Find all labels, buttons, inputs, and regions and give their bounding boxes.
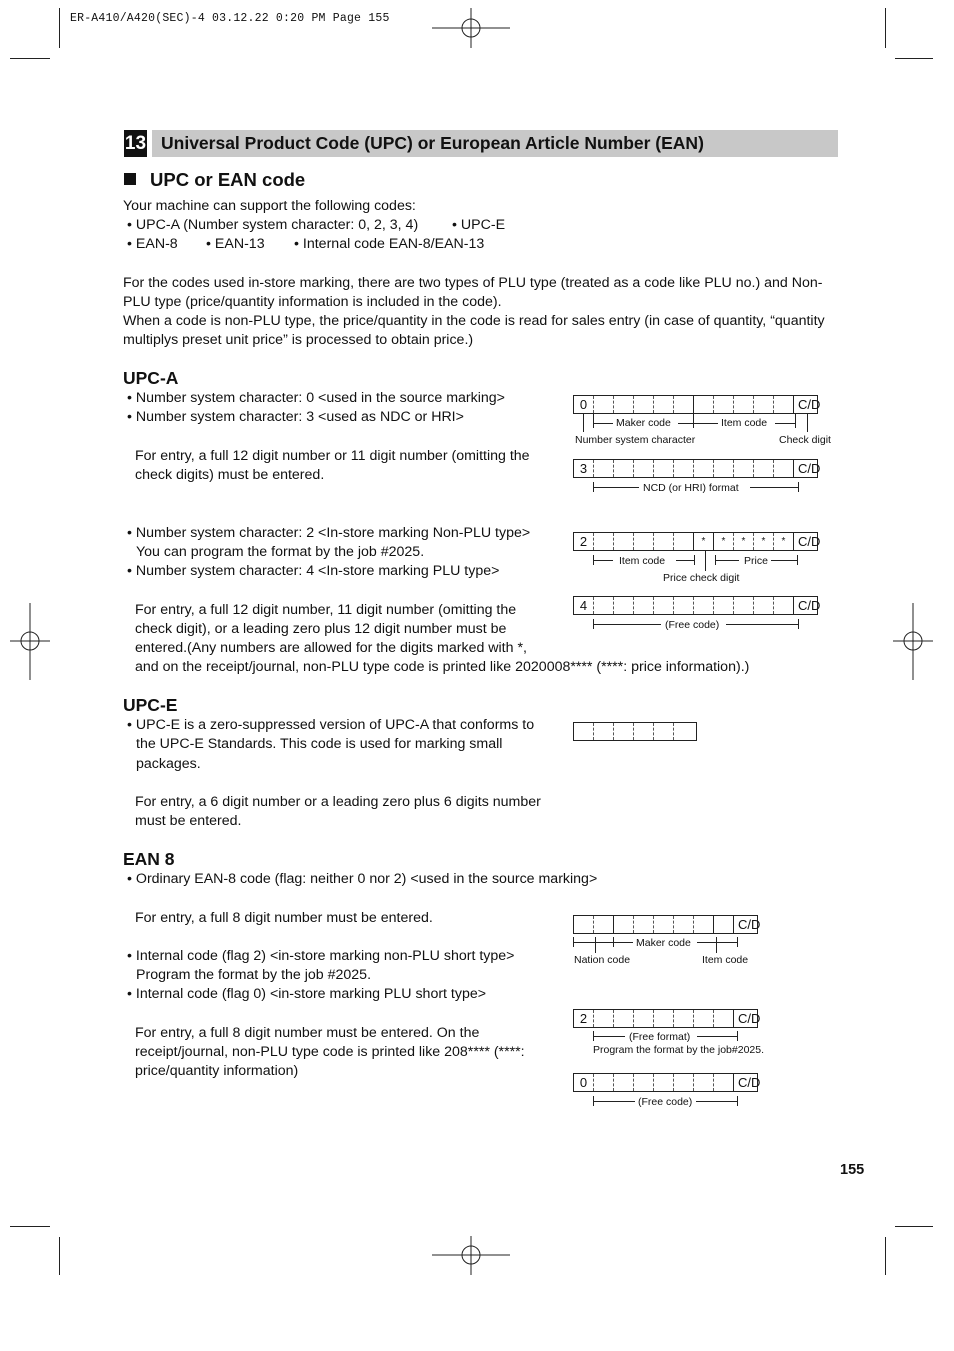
ean8-entry-text: price/quantity information) [135,1063,299,1079]
check-digit-cd-icon: C/D [798,397,821,412]
check-digit-label: Check digit [779,434,831,446]
free-code-label: (Free code) [638,1096,693,1108]
upca-bullet: • Number system character: 4 <In-store marking PLU type> [127,563,500,579]
intro-bullet: • EAN-13 [206,236,265,252]
nation-code-label: Nation code [574,954,631,966]
check-digit-cd-icon: C/D [738,1011,761,1026]
intro-text: Your machine can support the following codes: [123,198,416,214]
upce-bullet-cont: the UPC-E Standards. This code is used for marking small [136,736,503,752]
upca-entry-text: check digits) must be entered. [135,467,325,483]
number-system-character-label: Number system character [575,434,696,446]
ean8-bullet-cont: Program the format by the job #2025. [136,967,372,983]
ean8-code-diagram-2: 2 C/D [573,1009,758,1028]
ean8-entry-text: For entry, a full 8 digit number must be entered. On the [135,1025,480,1041]
ean8-entry-text: For entry, a full 8 digit number must be entered. [135,910,433,926]
intro-paragraph: When a code is non-PLU type, the price/quantity in the code is read for sales entry (in case of quantity, “quantity [123,313,825,329]
upce-bullet: • UPC-E is a zero-suppressed version of UPC-A that conforms to [127,717,535,733]
section-number-badge: 13 [124,130,147,157]
upca-bullet: • Number system character: 3 <used as NDC or HRI> [127,409,464,425]
page-heading: UPC or EAN code [150,169,306,190]
upca-bullet: • Number system character: 0 <used in the source marking> [127,390,505,406]
ncd-format-label: NCD (or HRI) format [643,482,739,494]
price-label: Price [744,555,768,567]
upce-heading: UPC-E [123,695,178,715]
free-code-label: (Free code) [665,619,720,631]
check-digit-cd-icon: C/D [738,917,761,932]
ean8-code-diagram [573,915,761,934]
intro-bullet: • EAN-8 [127,236,178,252]
maker-code-label: Maker code [636,937,691,949]
print-header: ER-A410/A420(SEC)-4 03.12.22 0:20 PM Page 155 [70,12,390,25]
intro-bullet: • UPC-A (Number system character: 0, 2, 3, 4) [127,217,419,233]
upca-code-diagram-0 [573,395,821,414]
ean8-code-diagram-0: 0 C/D [573,1073,758,1092]
upca-entry-text: entered.(Any numbers are allowed for the digits marked with *, [135,640,527,656]
check-digit-cd-icon: C/D [798,598,821,613]
upca-entry-text: check digit), or a leading zero plus 12 digit number must be [135,621,507,637]
upce-entry-text: For entry, a 6 digit number or a leading zero plus 6 digits number [135,794,541,810]
intro-paragraph: multiplys preset unit price” is processed to obtain price.) [123,332,474,348]
digit-cell: 0 [574,396,594,413]
intro-bullet: • UPC-E [452,217,506,233]
item-code-label: Item code [702,954,749,966]
heading-square-icon [124,173,136,185]
upca-code-diagram-2: 2 * * * * * C/D [573,532,818,551]
section-title: Universal Product Code (UPC) or European Article Number (EAN) [161,133,704,153]
intro-bullet: • Internal code EAN-8/EAN-13 [294,236,485,252]
check-digit-cd-icon: C/D [738,1075,761,1090]
price-check-digit-label: Price check digit [663,572,740,584]
upca-code-diagram-4: 4 C/D [573,596,818,615]
check-digit-cd-icon: C/D [798,534,821,549]
upce-entry-text: must be entered. [135,813,242,829]
intro-paragraph: PLU type (price/quantity information is included in the code). [123,294,502,310]
upca-entry-text: and on the receipt/journal, non-PLU type code is printed like 2020008**** (****: price information).) [135,659,750,675]
upca-code-diagram-3: 3 C/D [573,459,818,478]
upca-bullet-cont: You can program the format by the job #2025. [136,544,425,560]
item-code-label: Item code [619,555,666,567]
upca-heading: UPC-A [123,368,179,388]
free-format-label: (Free format) [629,1031,691,1043]
check-digit-cd-icon: C/D [798,461,821,476]
upca-bullet: • Number system character: 2 <In-store marking Non-PLU type> [127,525,531,541]
ean8-entry-text: receipt/journal, non-PLU type code is printed like 208**** (****: [135,1044,525,1060]
upca-entry-text: For entry, a full 12 digit number or 11 digit number (omitting the [135,448,530,464]
page-number: 155 [840,1162,865,1178]
section-title-bar [152,130,838,157]
upca-entry-text: For entry, a full 12 digit number, 11 digit number (omitting the [135,602,517,618]
ean8-bullet: • Internal code (flag 0) <in-store marking PLU short type> [127,986,487,1002]
ean8-heading: EAN 8 [123,849,175,869]
upce-bullet-cont: packages. [136,756,201,772]
intro-paragraph: For the codes used in-store marking, there are two types of PLU type (treated as a code like PLU no.) and Non- [123,275,823,291]
maker-code-label: Maker code [616,417,671,429]
program-format-note: Program the format by the job#2025. [593,1044,765,1056]
upce-code-diagram [573,722,697,741]
ean8-bullet: • Ordinary EAN-8 code (flag: neither 0 nor 2) <used in the source marking> [127,871,598,887]
item-code-label: Item code [721,417,768,429]
ean8-bullet: • Internal code (flag 2) <in-store marking non-PLU short type> [127,948,515,964]
